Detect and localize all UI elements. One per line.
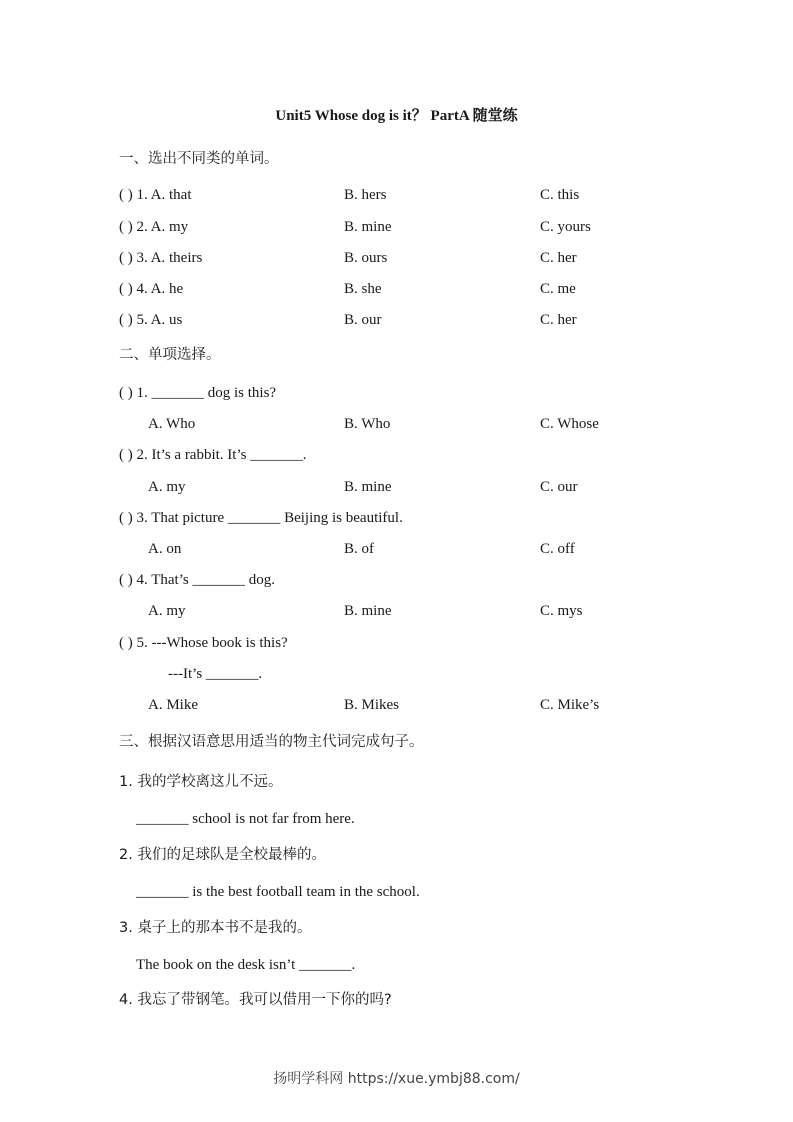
s1-q4-stem: ( ) 4. A. he: [119, 281, 184, 297]
s1-q5-stem: ( ) 5. A. us: [119, 312, 183, 328]
s2-q1-stem: ( ) 1. _______ dog is this?: [119, 385, 277, 401]
s2-q3-stem: ( ) 3. That picture _______ Beijing is beautiful.: [119, 510, 403, 526]
s1-q3-stem: ( ) 3. A. theirs: [119, 250, 203, 266]
s2-q3-option-a: A. on: [148, 541, 182, 557]
footer-watermark: 扬明学科网 https://xue.ymbj88.com/: [273, 1071, 520, 1087]
s2-q5-stem-reply: ---It’s _______.: [168, 666, 263, 682]
s3-item1-english: _______ school is not far from here.: [136, 811, 355, 827]
s3-item3-chinese: 3. 桌子上的那本书不是我的。: [119, 920, 312, 936]
s1-q5-option-b: B. our: [344, 312, 382, 328]
s1-q4-option-b: B. she: [344, 281, 382, 297]
s1-q4-option-c: C. me: [540, 281, 576, 297]
page-title: Unit5 Whose dog is it？ PartA 随堂练: [275, 108, 518, 124]
s1-q3-option-b: B. ours: [344, 250, 388, 266]
section-1-heading: 一、选出不同类的单词。: [119, 151, 279, 167]
s1-q5-option-c: C. her: [540, 312, 577, 328]
s3-item1-chinese: 1. 我的学校离这儿不远。: [119, 774, 283, 790]
s1-q1-option-b: B. hers: [344, 187, 387, 203]
s2-q2-stem: ( ) 2. It’s a rabbit. It’s _______.: [119, 447, 307, 463]
s2-q4-option-b: B. mine: [344, 603, 392, 619]
s1-q1-stem: ( ) 1. A. that: [119, 187, 192, 203]
s2-q1-option-c: C. Whose: [540, 416, 599, 432]
s2-q3-option-c: C. off: [540, 541, 575, 557]
s3-item4-chinese: 4. 我忘了带钢笔。我可以借用一下你的吗?: [119, 992, 392, 1008]
s2-q5-option-c: C. Mike’s: [540, 697, 600, 713]
s1-q3-option-c: C. her: [540, 250, 577, 266]
s2-q3-option-b: B. of: [344, 541, 374, 557]
s2-q4-option-c: C. mys: [540, 603, 583, 619]
s2-q1-option-b: B. Who: [344, 416, 391, 432]
s2-q2-option-c: C. our: [540, 479, 578, 495]
s2-q2-option-b: B. mine: [344, 479, 392, 495]
s1-q2-option-b: B. mine: [344, 219, 392, 235]
section-2-heading: 二、单项选择。: [119, 347, 221, 363]
s1-q2-option-c: C. yours: [540, 219, 591, 235]
s1-q1-option-c: C. this: [540, 187, 580, 203]
s1-q2-stem: ( ) 2. A. my: [119, 219, 189, 235]
s3-item2-chinese: 2. 我们的足球队是全校最棒的。: [119, 847, 326, 863]
s3-item3-english: The book on the desk isn’t _______.: [136, 957, 356, 973]
s2-q4-option-a: A. my: [148, 603, 186, 619]
s3-item2-english: _______ is the best football team in the school.: [136, 884, 420, 900]
s2-q1-option-a: A. Who: [148, 416, 196, 432]
s2-q4-stem: ( ) 4. That’s _______ dog.: [119, 572, 275, 588]
s2-q5-option-a: A. Mike: [148, 697, 198, 713]
s2-q5-option-b: B. Mikes: [344, 697, 400, 713]
section-3-heading: 三、根据汉语意思用适当的物主代词完成句子。: [119, 734, 424, 750]
s2-q5-stem: ( ) 5. ---Whose book is this?: [119, 635, 288, 651]
s2-q2-option-a: A. my: [148, 479, 186, 495]
